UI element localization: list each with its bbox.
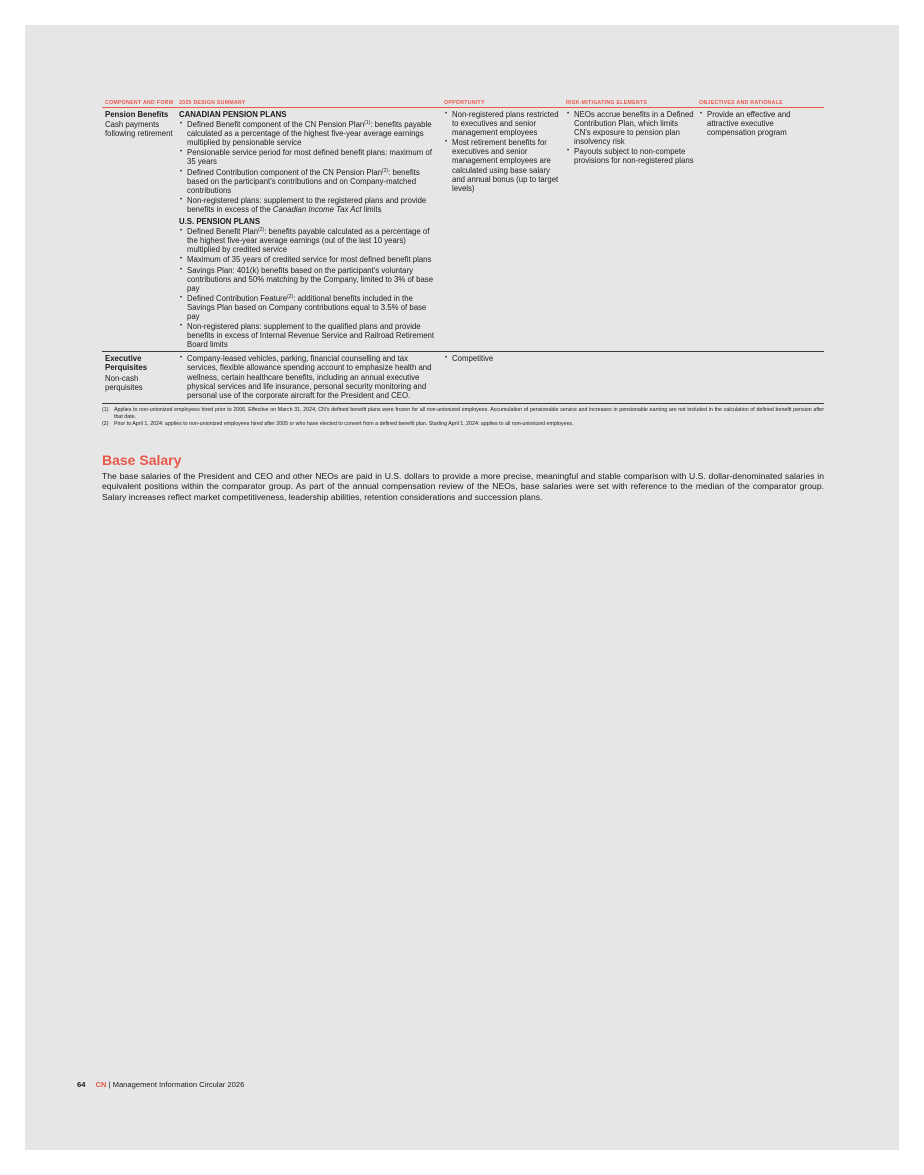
perquisites-component-cell	[102, 352, 176, 403]
list-item-text: Savings Plan: 401(k) benefits based on the participant's voluntary contributions and 50% matching by the Company, limited to 3% of base pay	[187, 265, 434, 293]
list-item: • Most retirement benefits for executives and senior management employees are calculated using base salary and annual bonus (up to target levels)	[444, 138, 561, 193]
pension-form: Cash payments following retirement	[105, 120, 173, 139]
list-item	[179, 168, 439, 195]
list-item	[179, 120, 439, 147]
list-item	[179, 148, 439, 166]
list-item	[179, 294, 439, 321]
pension-opportunity-list	[444, 110, 561, 193]
pension-objectives-cell	[696, 108, 824, 352]
table-row-perquisites	[102, 352, 824, 403]
table-row-pension	[102, 108, 824, 352]
footnote-reference: (2)	[382, 167, 389, 174]
footnote-number: (2)	[102, 420, 109, 427]
header-risk: RISK-MITIGATING ELEMENTS	[563, 100, 696, 108]
pension-risk-cell	[563, 108, 696, 352]
page-footer	[77, 1080, 244, 1089]
pension-component-cell	[102, 108, 176, 352]
perquisites-objectives-cell	[696, 352, 824, 403]
footnote	[102, 421, 824, 428]
us-heading: U.S. PENSION PLANS	[179, 217, 261, 227]
footnote-reference: (2)	[287, 293, 294, 300]
list-item	[179, 266, 439, 293]
header-summary: 2025 DESIGN SUMMARY	[176, 100, 441, 108]
list-item	[179, 196, 439, 214]
canadian-list	[179, 120, 439, 214]
list-item: • NEOs accrue benefits in a Defined Contribution Plan, which limits CN's exposure to pension plan insolvency risk	[566, 110, 694, 146]
pension-summary-cell	[176, 108, 441, 352]
list-item	[179, 322, 439, 349]
list-item: • Provide an effective and attractive executive compensation program	[699, 110, 822, 137]
list-item-text: : benefits payable calculated as a percentage of the highest five-year average earnings (out of the last 10 years) multiplied by credited service	[187, 227, 430, 255]
pension-objectives-list	[699, 110, 822, 137]
footer-title: Management Information Circular 2026	[112, 1080, 245, 1089]
footer-separator: |	[106, 1080, 113, 1089]
list-item: • Non-registered plans restricted to executives and senior management employees	[444, 110, 561, 137]
list-item-text: Defined Benefit component of the CN Pension Plan	[187, 120, 365, 130]
list-item-text: : additional benefits included in the Savings Plan based on Company contributions equal to 3.5% of base pay	[187, 293, 427, 321]
list-item-text: Defined Benefit Plan	[187, 227, 259, 237]
perquisites-name: Executive Perquisites	[105, 354, 148, 373]
perquisites-summary-list	[179, 354, 439, 399]
footnote-reference: (1)	[364, 120, 371, 127]
perquisites-opportunity-list	[444, 354, 561, 363]
us-list	[179, 227, 439, 349]
page-number: 64	[77, 1080, 86, 1089]
list-item-text: Maximum of 35 years of credited service for most defined benefit plans	[187, 255, 432, 265]
document-page	[25, 25, 899, 1150]
footnote-text: Applies to non-unionized employees hired prior to 2006. Effective on March 31, 2024, CN's defined benefit plans were frozen for all non-unionized employees. Accumulation of pensionable service and increases in pensionable earning are not included in the calculation of defined benefit pension after that date.	[114, 406, 824, 420]
list-item-text: Non-registered plans: supplement to the registered plans and provide benefits in excess of the	[187, 195, 427, 214]
list-item: • Company-leased vehicles, parking, financial counselling and tax services, flexible allowance spending account to emphasize health and wellness, certain healthcare benefits, including an annual executive physical services and life insurance, personal security monitoring and personal use of the corporate aircraft for the President and CEO.	[179, 354, 439, 399]
table-header-row	[102, 100, 824, 108]
list-item	[179, 227, 439, 254]
perquisites-risk-cell	[563, 352, 696, 403]
pension-name: Pension Benefits	[105, 110, 169, 119]
footnote-number: (1)	[102, 406, 109, 413]
perquisites-opportunity-cell	[441, 352, 563, 403]
brand-logo-text: CN	[95, 1080, 107, 1089]
base-salary-paragraph: The base salaries of the President and CEO and other NEOs are paid in U.S. dollars to provide a more precise, meaningful and stable comparison with U.S. dollar-denominated salaries in equivalent positions within the comparator group. As part of the annual compensation review of the NEOs, base salaries were set with reference to the median of the comparator group. Salary increases reflect market competitiveness, leadership abilities, retention considerations and succession plans.	[102, 470, 824, 502]
header-opportunity: OPPORTUNITY	[441, 100, 563, 108]
list-item-text: : benefits payable calculated as a percentage of the highest five-year average earnings multiplied by pensionable service	[187, 120, 432, 148]
italic-text: Canadian Income Tax Act	[272, 204, 362, 214]
footnote-text: Prior to April 1, 2024: applies to non-unionized employees hired after 2005 or who have elected to convert from a defined benefit plan. Starting April 1, 2024: applies to all non-unionized employees.	[114, 420, 574, 427]
compensation-table	[102, 100, 824, 404]
canadian-heading: CANADIAN PENSION PLANS	[179, 110, 287, 119]
list-item-text: : benefits based on the participant's contributions and on Company-matched contributions	[187, 167, 420, 195]
list-item-text: limits	[361, 204, 382, 214]
list-item-text: Non-registered plans: supplement to the qualified plans and provide benefits in excess of Internal Revenue Service and Railroad Retirement Board limits	[187, 322, 435, 350]
footnote	[102, 407, 824, 421]
perquisites-summary-cell	[176, 352, 441, 403]
list-item-text: Pensionable service period for most defined benefit plans: maximum of 35 years	[187, 148, 432, 167]
header-component: COMPONENT AND FORM	[102, 100, 176, 108]
perquisites-form: Non-cash perquisites	[105, 373, 143, 392]
page-content	[102, 100, 824, 503]
footnote-reference: (2)	[258, 227, 265, 234]
list-item-text: Defined Contribution Feature	[187, 293, 288, 303]
header-objectives: OBJECTIVES AND RATIONALE	[696, 100, 824, 108]
base-salary-heading: Base Salary	[102, 451, 182, 468]
list-item: • Competitive	[444, 354, 561, 363]
list-item-text: Defined Contribution component of the CN Pension Plan	[187, 167, 383, 177]
pension-risk-list	[566, 110, 694, 166]
list-item: • Payouts subject to non-compete provisions for non-registered plans	[566, 147, 694, 165]
pension-opportunity-cell	[441, 108, 563, 352]
footnotes	[102, 407, 824, 428]
list-item	[179, 255, 439, 264]
